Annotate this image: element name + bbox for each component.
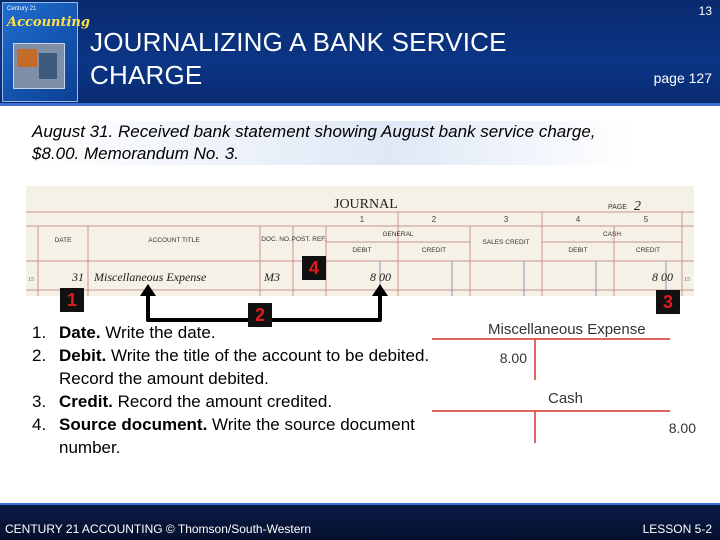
header-general-debit: DEBIT	[352, 247, 372, 254]
page-reference: page 127	[653, 70, 712, 86]
slide-number: 13	[698, 4, 712, 18]
line-number-right: 15	[684, 277, 690, 283]
entry-doc-number: M3	[264, 270, 280, 284]
step-label: Source document.	[59, 415, 208, 434]
step-number: 3.	[32, 392, 47, 411]
column-number: 1	[359, 215, 365, 224]
list-item	[32, 321, 432, 344]
list-item	[32, 413, 432, 459]
step-number: 4.	[32, 415, 47, 434]
journal-page-number: 2	[634, 199, 641, 214]
header-post-ref: POST. REF.	[291, 236, 327, 243]
step-text: Write the title of the account to be debited. Record the amount debited.	[59, 346, 430, 388]
transaction-statement: August 31. Received bank statement showing August bank service charge, $8.00. Memorandum No. 3.	[32, 121, 632, 165]
list-item	[32, 390, 432, 413]
t-account-credit-amount: 8.00	[668, 420, 696, 436]
column-number: 4	[575, 215, 581, 224]
step-text: Write the date.	[100, 323, 216, 342]
header-general-credit: CREDIT	[421, 247, 447, 254]
callout-2: 2	[248, 303, 272, 327]
step-label: Date.	[59, 323, 101, 342]
step-label: Debit.	[59, 346, 107, 365]
entry-account: Miscellaneous Expense	[94, 270, 207, 284]
step-text: Write the source document number.	[59, 415, 415, 457]
header-cash-credit: CREDIT	[635, 247, 661, 254]
header-account-title: ACCOUNT TITLE	[148, 237, 200, 244]
entry-debit-amount: 8 00	[370, 270, 391, 284]
column-number: 5	[643, 215, 649, 224]
entry-day: 31	[72, 270, 84, 284]
header-doc-no: DOC. NO.	[261, 236, 291, 243]
callout-4: 4	[302, 256, 326, 280]
step-label: Credit.	[59, 392, 113, 411]
t-account-name: Miscellaneous Expense	[488, 321, 646, 338]
footer-lesson: LESSON 5-2	[642, 522, 712, 536]
line-number-left: 15	[28, 277, 34, 283]
steps-list	[32, 321, 432, 459]
slide-title-line1: JOURNALIZING A BANK SERVICE	[90, 27, 507, 57]
t-account-debit-amount: 8.00	[499, 350, 527, 366]
column-number: 3	[503, 215, 509, 224]
book-edition: Century 21	[7, 6, 37, 12]
list-item	[32, 344, 432, 390]
step-number: 2.	[32, 346, 47, 365]
column-number: 2	[431, 215, 437, 224]
t-account-name: Cash	[548, 390, 584, 407]
journal-title: JOURNAL	[334, 197, 398, 212]
book-brand: Accounting	[7, 15, 90, 30]
header-cash-debit: DEBIT	[568, 247, 588, 254]
header-sales-credit: SALES CREDIT	[482, 239, 530, 246]
footer-copyright: CENTURY 21 ACCOUNTING © Thomson/South-Western	[5, 522, 312, 536]
callout-1: 1	[60, 288, 84, 312]
entry-cash-credit-amount: 8 00	[652, 270, 673, 284]
group-header-cash: CASH	[602, 231, 622, 238]
group-header-general: GENERAL	[382, 231, 414, 238]
journal-page-label: PAGE	[608, 204, 627, 211]
step-text: Record the amount credited.	[112, 392, 333, 411]
step-number: 1.	[32, 323, 47, 342]
t-accounts	[430, 300, 710, 480]
callout-3: 3	[656, 290, 680, 314]
slide-title-line2: CHARGE	[90, 60, 203, 90]
header-date: DATE	[54, 237, 72, 244]
